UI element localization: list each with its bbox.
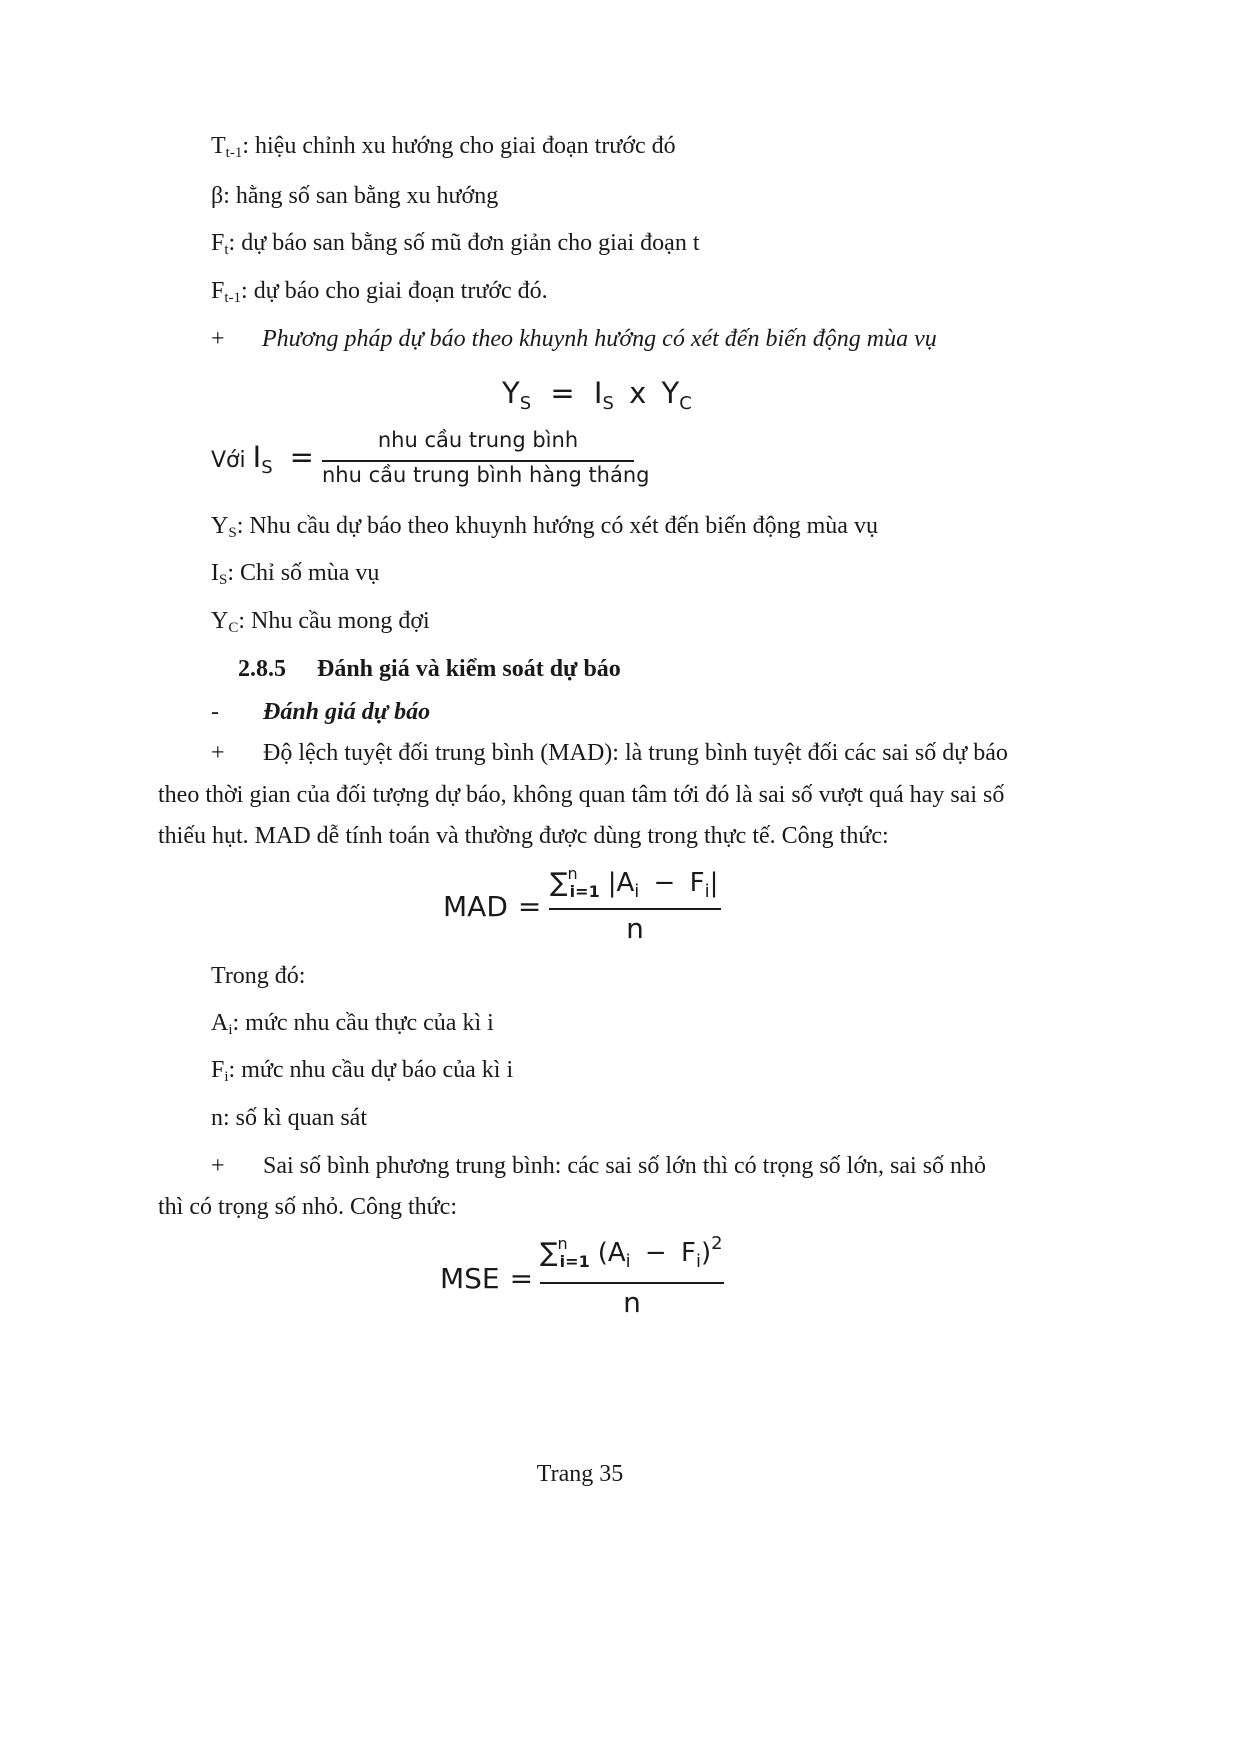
formula-is-denominator: nhu cầu trung bình hàng tháng (322, 463, 650, 487)
formula-mse-denominator: n (623, 1286, 641, 1319)
definition-ft: $F_t$: dự báo san bằng số mũ đơn giản cho giai đoạn t (211, 230, 700, 258)
mse-paragraph-line-1: Sai số bình phương trung bình: các sai số lớn thì có trọng số lớn, sai số nhỏ (263, 1153, 987, 1179)
formula-mse-lhs: MSE = (440, 1262, 534, 1295)
where-label: Trong đó: (211, 963, 306, 989)
bullet-seasonal-text: Phương pháp dự báo theo khuynh hướng có xét đến biến động mùa vụ (262, 326, 937, 352)
definition-yc: $Y_C$: Nhu cầu mong đợi (211, 608, 430, 636)
formula-mad-numerator: ∑$^n_{i=1}$ $|A_i - F_i|$ (550, 864, 719, 902)
definition-ft1: $F_{t-1}$: dự báo cho giai đoạn trước đó. (211, 278, 548, 306)
section-number: 2.8.5 (238, 656, 286, 682)
page-number: Trang 35 (536, 1461, 624, 1487)
formula-ys: $Y_S = I_S$ x $Y_C$ (502, 376, 692, 414)
formula-is-fraction-bar (322, 460, 634, 462)
mad-paragraph-line-1: Độ lệch tuyệt đối trung bình (MAD): là trung bình tuyệt đối các sai số dự báo (263, 740, 1008, 766)
formula-mad-fraction-bar (549, 908, 721, 910)
bullet-marker: + (211, 326, 225, 352)
formula-mse-fraction-bar (540, 1282, 724, 1284)
mad-bullet-marker: + (211, 740, 225, 766)
definition-ys: $Y_S$: Nhu cầu dự báo theo khuynh hướng có xét đến biến động mùa vụ (211, 513, 878, 541)
definition-tt1: $T_{t-1}$: hiệu chỉnh xu hướng cho giai đoạn trước đó (211, 133, 676, 161)
definition-is: $I_S$: Chỉ số mùa vụ (211, 560, 380, 588)
mse-paragraph-line-2: thì có trọng số nhỏ. Công thức: (158, 1194, 457, 1220)
section-title: Đánh giá và kiểm soát dự báo (317, 656, 621, 682)
bullet-seasonal (211, 324, 225, 354)
definition-fi: $F_i$: mức nhu cầu dự báo của kì i (211, 1057, 514, 1085)
subsection-marker: - (211, 699, 219, 725)
mad-paragraph-line-2: theo thời gian của đối tượng dự báo, không quan tâm tới đó là sai số vượt quá hay sai số (158, 782, 1005, 808)
subsection-title: Đánh giá dự báo (263, 699, 431, 725)
definition-n: n: số kì quan sát (211, 1105, 367, 1131)
formula-mad-lhs: MAD = (443, 890, 542, 923)
formula-is-label: Với $I_S$ = (211, 440, 314, 478)
mad-paragraph-line-3: thiếu hụt. MAD dễ tính toán và thường được dùng trong thực tế. Công thức: (158, 823, 889, 849)
formula-mad-denominator: n (626, 912, 644, 945)
definition-ai: $A_i$: mức nhu cầu thực của kì i (211, 1010, 494, 1038)
formula-is-numerator: nhu cầu trung bình (377, 428, 579, 452)
formula-mse-numerator: ∑$^n_{i=1}$ $(A_i - F_i)^2$ (540, 1233, 723, 1272)
mse-bullet-marker: + (211, 1153, 225, 1179)
definition-beta: β: hằng số san bằng xu hướng (211, 183, 499, 209)
